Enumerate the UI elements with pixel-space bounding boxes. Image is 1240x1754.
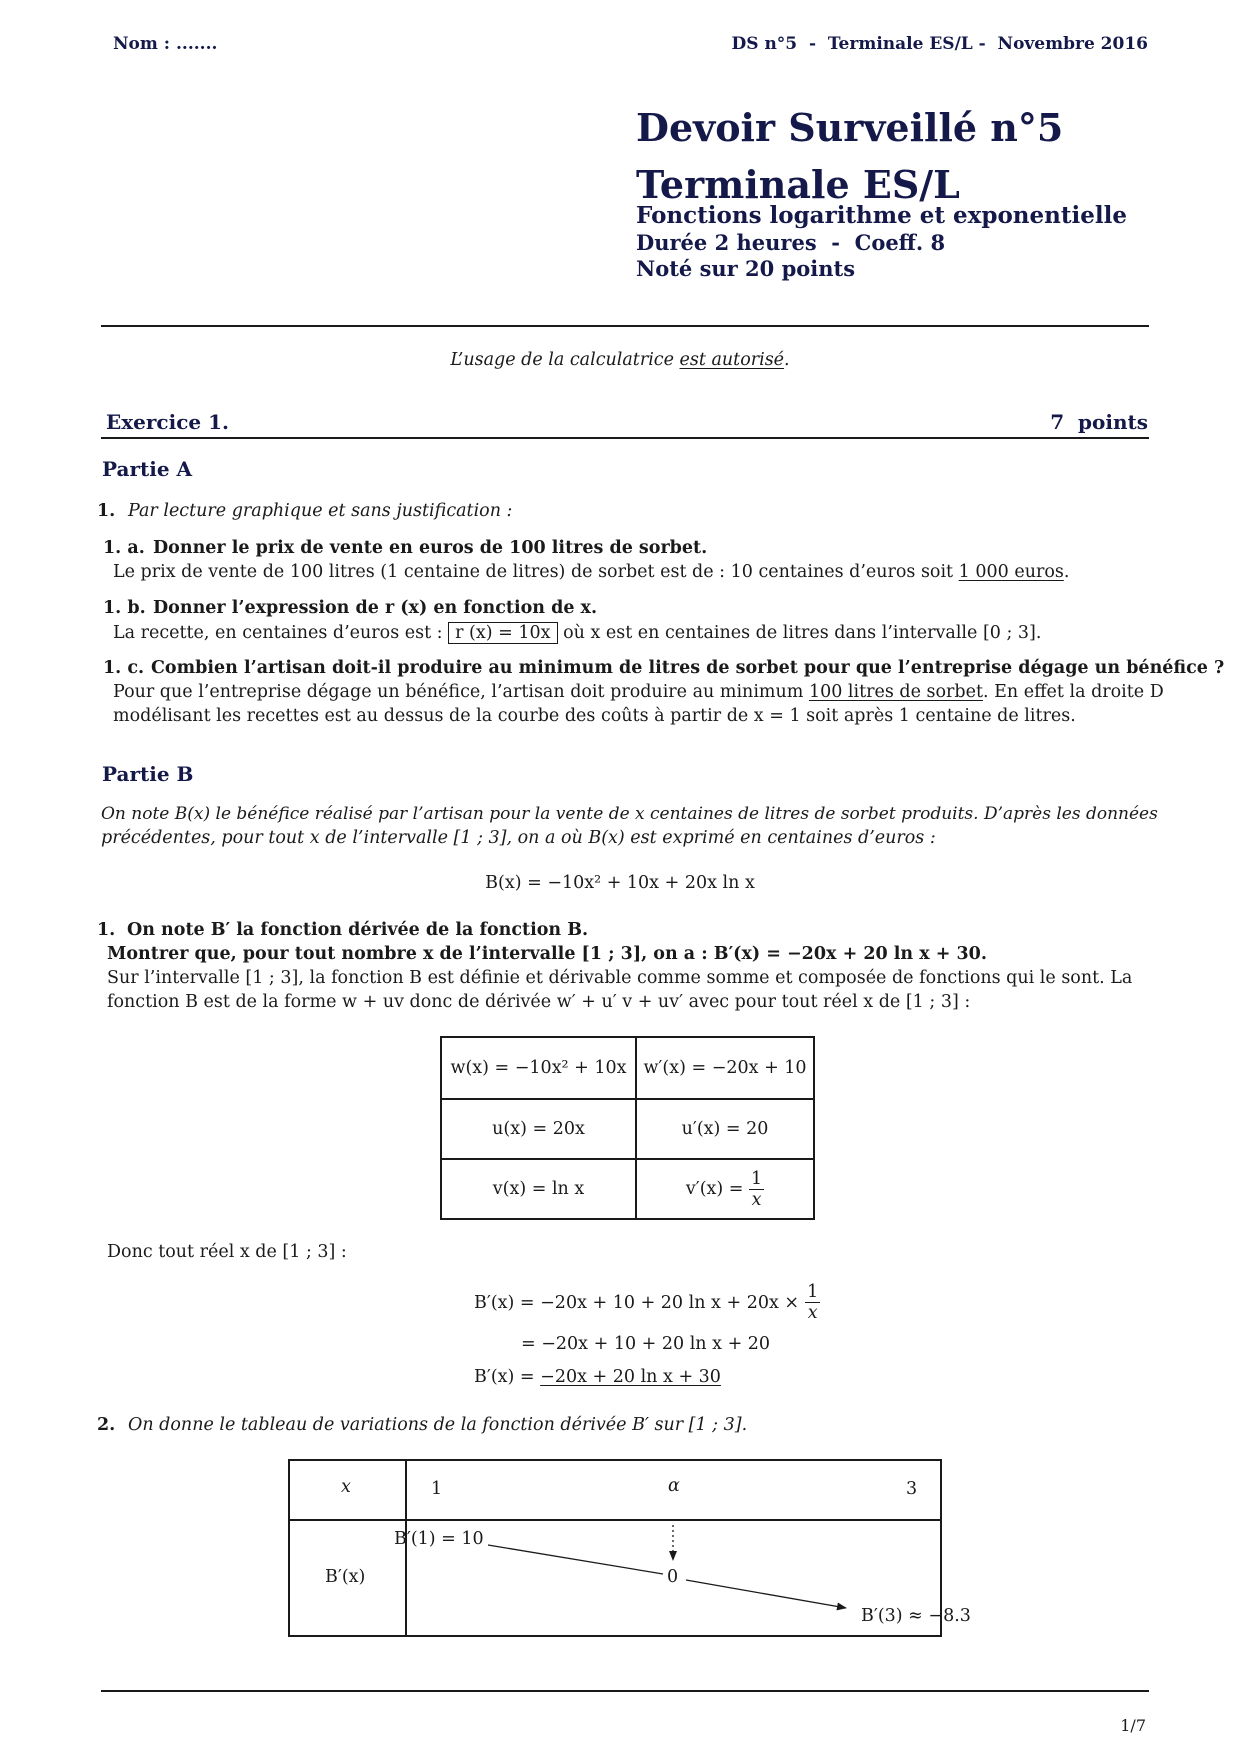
- title-duration: Durée 2 heures - Coeff. 8: [636, 230, 946, 255]
- partB-q1-ans-l2: fonction B est de la forme w + uv donc de dérivée w′ + u′ v + uv′ avec pour tout réel x de [1 ; 3] :: [107, 992, 971, 1012]
- title-topic: Fonctions logarithme et exponentielle: [636, 202, 1127, 229]
- partA-q1c-answer-l1: Pour que l’entreprise dégage un bénéfice, l’artisan doit produire au minimum 100 litres de sorbet. En effet la droite D: [113, 682, 1164, 702]
- fraction: $\frac{1}{x}$: [807, 1282, 819, 1323]
- var-f-label: B′(x): [325, 1567, 366, 1587]
- partB-intro-l1: On note B(x) le bénéfice réalisé par l’artisan pour la vente de x centaines de litres de sorbet produits. D’après les données: [101, 804, 1158, 824]
- name-label: Nom : .......: [113, 34, 218, 54]
- partA-q1b-answer: La recette, en centaines d’euros est : r (x) = 10x où x est en centaines de litres dans l’intervalle [0 ; 3].: [113, 623, 1042, 643]
- derivation-l1: B′(x) = −20x + 10 + 20 ln x + 20x × $\frac{1}{x}$: [474, 1282, 819, 1323]
- partA-q1c-num: 1. c.: [103, 658, 145, 678]
- title-grading: Noté sur 20 points: [636, 256, 856, 281]
- var-start-value: B′(1) = 10: [394, 1529, 484, 1549]
- partB-q1-num: 1.: [97, 920, 116, 940]
- partA-q1b-question: Donner l’expression de r (x) en fonction de x.: [153, 598, 598, 618]
- table-cell-v-prime: v′(x) = $\frac{1}{x}$: [636, 1159, 814, 1219]
- partA-title: Partie A: [102, 457, 193, 481]
- table-cell-u: u(x) = 20x: [441, 1099, 636, 1159]
- partA-q1c-question: Combien l’artisan doit-il produire au minimum de litres de sorbet pour que l’entreprise dégage un bénéfice ?: [151, 658, 1225, 678]
- partB-q1-l1: On note B′ la fonction dérivée de la fonction B.: [127, 920, 589, 940]
- partA-q1a-question: Donner le prix de vente en euros de 100 litres de sorbet.: [153, 538, 708, 558]
- partB-title: Partie B: [102, 762, 194, 786]
- var-x-start: 1: [431, 1479, 443, 1499]
- calculator-note: L’usage de la calculatrice est autorisé.: [450, 350, 790, 370]
- partB-intro-l2: précédentes, pour tout x de l’intervalle [1 ; 3], on a où B(x) est exprimé en centaines d’euros :: [101, 828, 936, 848]
- decreasing-arrow-1: [488, 1545, 663, 1574]
- table-cell-w: w(x) = −10x² + 10x: [441, 1037, 636, 1099]
- exercise-label: Exercice 1.: [106, 410, 229, 434]
- partA-q1-num: 1.: [97, 501, 116, 521]
- var-x-label: x: [341, 1477, 351, 1497]
- donc-text: Donc tout réel x de [1 ; 3] :: [107, 1242, 347, 1262]
- exercise-points: 7 points: [1050, 410, 1148, 434]
- title-class: Terminale ES/L: [636, 162, 960, 207]
- derivation-l2: = −20x + 10 + 20 ln x + 20: [521, 1334, 771, 1354]
- table-cell-w-prime: w′(x) = −20x + 10: [636, 1037, 814, 1099]
- partB-q2-text: On donne le tableau de variations de la fonction dérivée B′ sur [1 ; 3].: [128, 1415, 748, 1435]
- var-end-value: B′(3) ≈ −8.3: [861, 1606, 971, 1626]
- partA-q1b-num: 1. b.: [103, 598, 146, 618]
- ds-info: DS n°5 - Terminale ES/L - Novembre 2016: [731, 34, 1148, 54]
- title-devoir: Devoir Surveillé n°5: [636, 105, 1064, 150]
- page-number: 1/7: [1120, 1716, 1146, 1735]
- var-x-end: 3: [906, 1479, 918, 1499]
- partB-formula: B(x) = −10x² + 10x + 20x ln x: [485, 873, 755, 893]
- partB-q2-num: 2.: [97, 1415, 116, 1435]
- table-cell-u-prime: u′(x) = 20: [636, 1099, 814, 1159]
- partA-q1a-num: 1. a.: [103, 538, 145, 558]
- var-x-alpha: α: [668, 1476, 680, 1496]
- bottom-rule: [101, 1690, 1149, 1692]
- decreasing-arrow-2: [686, 1580, 846, 1608]
- partA-q1-text: Par lecture graphique et sans justification :: [128, 501, 513, 521]
- partA-q1c-answer-l2: modélisant les recettes est au dessus de la courbe des coûts à partir de x = 1 soit après 1 centaine de litres.: [113, 706, 1076, 726]
- fraction: $\frac{1}{x}$: [751, 1168, 763, 1210]
- derivation-l3: B′(x) = −20x + 20 ln x + 30: [474, 1367, 721, 1387]
- var-zero-value: 0: [667, 1567, 679, 1587]
- partA-q1a-answer: Le prix de vente de 100 litres (1 centaine de litres) de sorbet est de : 10 centaines d’euros soit 1 000 euros.: [113, 562, 1070, 582]
- table-cell-v: v(x) = ln x: [441, 1159, 636, 1219]
- partB-q1-l2: Montrer que, pour tout nombre x de l’intervalle [1 ; 3], on a : B′(x) = −20x + 20 ln x + 30.: [107, 944, 987, 964]
- answer-box: r (x) = 10x: [448, 622, 557, 644]
- partB-q1-ans-l1: Sur l’intervalle [1 ; 3], la fonction B est définie et dérivable comme somme et composée de fonctions qui le sont. La: [107, 968, 1133, 988]
